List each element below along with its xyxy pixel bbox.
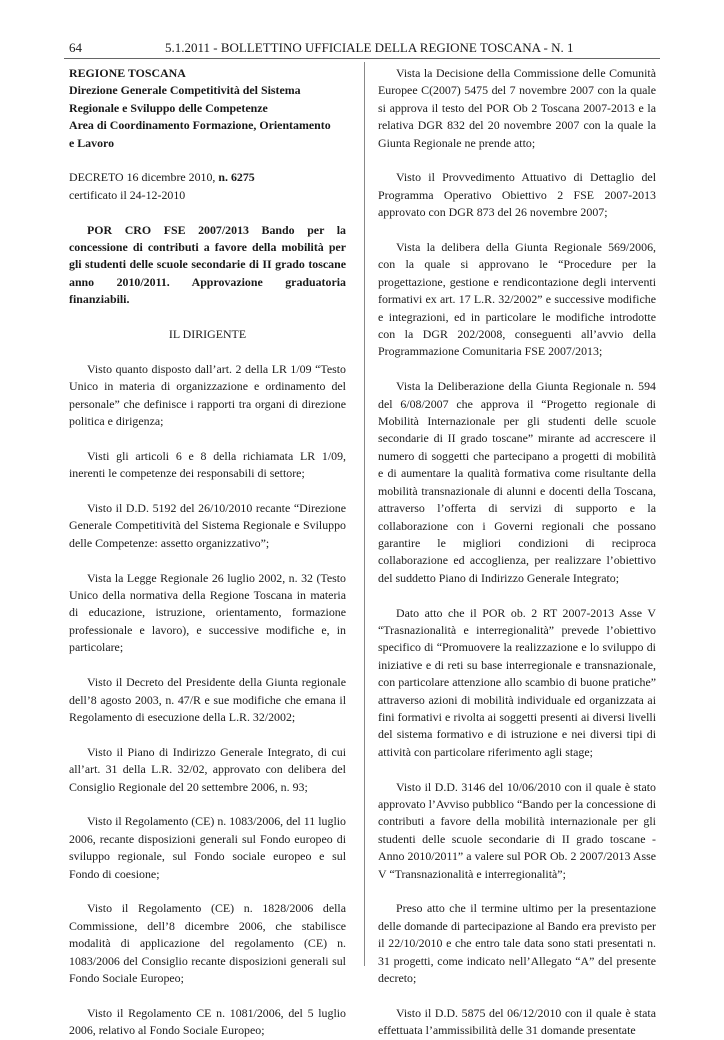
- header-rule: [64, 58, 660, 59]
- decree-number: n. 6275: [218, 170, 255, 185]
- paragraph: Visto il D.D. 5192 del 26/10/2010 recante “Direzione Generale Competitività del Sistema Regionale e Sviluppo delle Competenze: assetto organizzativo”;: [69, 501, 346, 550]
- paragraph: Dato atto che il POR ob. 2 RT 2007-2013 Asse V “Trasnazionalità e interregionalità” prevede l’obiettivo specifico di “Promuovere la realizzazione e lo sviluppo di iniziative e di reti su base interregionale e transnazionale, con particolare attenzione allo scambio di buone pratiche” attraverso azioni di mobilità individuale ed organizzata ai fini formativi e rivolta ai soggetti presenti ai diversi livelli del sistema formativo e di istruzione e nei diversi tipi di attività con particolare riferimento agli stage;: [378, 605, 656, 759]
- paragraph: Preso atto che il termine ultimo per la presentazione delle domande di partecipazione al Bando era previsto per il 22/10/2010 e che entro tale data sono stati presentati n. 31 progetti, come indicato nell’Allegato “A” del presente decreto;: [378, 901, 656, 986]
- paragraph: Visto il Provvedimento Attuativo di Dettaglio del Programma Operativo Obiettivo 2 FSE 2007-2013 approvato con DGR 873 del 26 novembre 2007;: [378, 170, 656, 220]
- issuer-line: e Lavoro: [69, 135, 115, 150]
- issuer-line: Regionale e Sviluppo delle Competenze: [69, 100, 268, 115]
- paragraph: Visto quanto disposto dall’art. 2 della LR 1/09 “Testo Unico in materia di organizzazione e ordinamento del personale” che definisce i rapporti tra organi di direzione politica e dirigenza;: [69, 361, 346, 429]
- issuer-block: [69, 65, 346, 152]
- issuer-line: Area di Coordinamento Formazione, Orientamento: [69, 118, 331, 133]
- page-header: [0, 0, 724, 60]
- paragraph: Vista la Legge Regionale 26 luglio 2002, n. 32 (Testo Unico della normativa della Regione Toscana in materia di educazione, istruzione, orientamento, formazione professionale e lavoro), e successive modifiche e, in particolare;: [69, 570, 346, 655]
- paragraph: Visto il D.D. 3146 del 10/06/2010 con il quale è stato approvato l’Avviso pubblico “Bando per la concessione di contributi a favore della mobilità internazionale per gli studenti delle scuole secondarie di II grado toscane - Anno 2010/2011” a valere sul POR Ob. 2 2007/2013 Asse V “Transnazionalità e interregionalità”;: [378, 779, 656, 881]
- paragraph: Vista la Decisione della Commissione delle Comunità Europee C(2007) 5475 del 7 novembre 2007 con la quale si approva il testo del POR Ob 2 Toscana 2007-2013 e la relativa DGR 832 del 20 novembre 2007 con la quale la Giunta Regionale ne prende atto;: [378, 66, 656, 150]
- paragraph: Visti gli articoli 6 e 8 della richiamata LR 1/09, inerenti le competenze dei responsabili di settore;: [69, 448, 346, 481]
- paragraph: Visto il Regolamento (CE) n. 1828/2006 della Commissione, dell’8 dicembre 2006, che stabilisce modalità di applicazione del regolamento (CE) n. 1083/2006 del Consiglio recante disposizioni generali sul Fondo Sociale Europeo;: [69, 901, 346, 985]
- decree-line: [69, 169, 346, 186]
- page-number: 64: [69, 40, 82, 55]
- decree-subject: POR CRO FSE 2007/2013 Bando per la concessione di contributi a favore della mobilità per gli studenti delle scuole secondarie di II grado toscane anno 2010/2011. Approvazione graduatoria finanziabili.: [69, 222, 346, 307]
- decree-block: [69, 169, 346, 204]
- running-head: 5.1.2011 - BOLLETTINO UFFICIALE DELLA REGIONE TOSCANA - N. 1: [165, 40, 574, 55]
- paragraph: Visto il D.D. 5875 del 06/12/2010 con il quale è stata effettuata l’ammissibilità delle 31 domande presentate: [378, 1005, 656, 1038]
- decree-title: DECRETO 16 dicembre 2010,: [69, 170, 219, 185]
- paragraph: Visto il Regolamento (CE) n. 1083/2006, del 11 luglio 2006, recante disposizioni generali sul Fondo europeo di sviluppo regionale, sul Fondo sociale europeo e sul Fondo di coesione;: [69, 814, 346, 881]
- section-heading: IL DIRIGENTE: [168, 327, 247, 342]
- paragraph: Vista la Deliberazione della Giunta Regionale n. 594 del 6/08/2007 che approva il “Progetto regionale di Mobilità Internazionale per gli studenti delle scuole secondarie di II grado toscane” mirante ad accrescere il numero di soggetti che partecipano a progetti di mobilità e di aumentare la qualità formativa come risultante della mobilità transnazionale di alunni e docenti della Toscana, attraverso l’offerta di servizi di supporto e la collaborazione con i Governi regionali che possano garantire le migliori condizioni di reciproca collaborazione ed accoglienza, per realizzare l’obiettivo del suddetto Piano di Indirizzo Generale Integrato;: [378, 379, 656, 585]
- paragraph: Visto il Regolamento CE n. 1081/2006, del 5 luglio 2006, relativo al Fondo Sociale Europeo;: [69, 1005, 346, 1038]
- paragraph: Vista la delibera della Giunta Regionale 569/2006, con la quale si approvano le “Procedure per la progettazione, gestione e rendicontazione degli interventi formativi ex art. 17 L.R. 32/2002” e successive modifiche e integrazioni, ed in particolare le modifiche introdotte con la DGR 202/2008, conseguenti all’avvio della Programmazione Comunitaria FSE 2007/2013;: [378, 240, 656, 359]
- column-divider: [364, 62, 365, 966]
- issuer-line: REGIONE TOSCANA: [69, 66, 186, 80]
- left-column: [69, 65, 346, 1040]
- issuer-line: Direzione Generale Competitività del Sistema: [69, 83, 301, 98]
- paragraph: Visto il Decreto del Presidente della Giunta regionale dell’8 agosto 2003, n. 47/R e sue modifiche che emana il Regolamento di esecuzione della L.R. 32/2002;: [69, 675, 346, 724]
- paragraph: Visto il Piano di Indirizzo Generale Integrato, di cui all’art. 31 della L.R. 32/02, approvato con delibera del Consiglio Regionale del 20 settembre 2006, n. 93;: [69, 744, 346, 794]
- decree-certified: certificato il 24-12-2010: [69, 187, 186, 202]
- right-column: [378, 65, 656, 1040]
